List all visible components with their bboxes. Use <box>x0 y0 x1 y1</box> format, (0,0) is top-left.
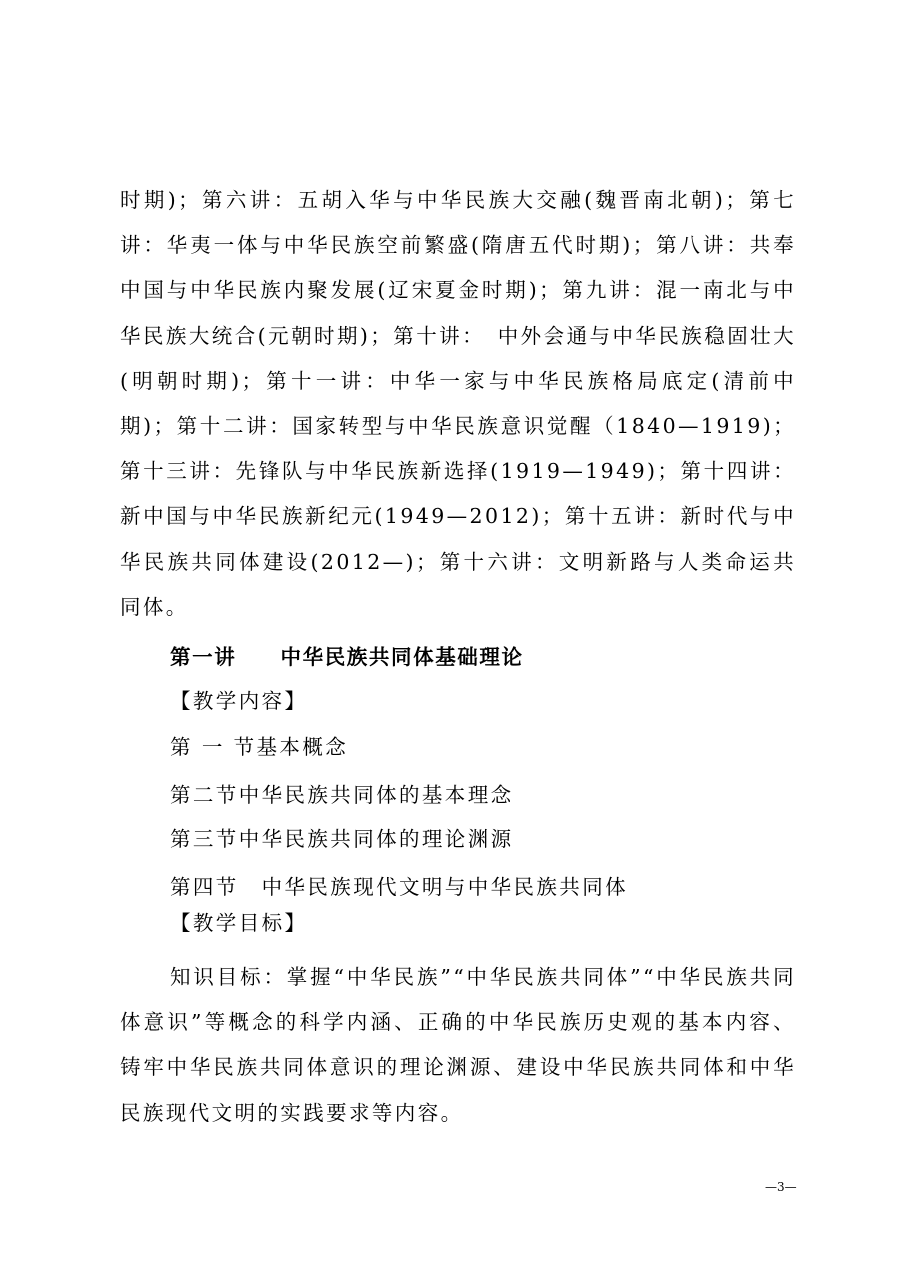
lecture-heading: 第一讲 中华民族共同体基础理论 <box>170 645 524 669</box>
section-item: 第二节中华民族共同体的基本理念 <box>170 783 514 807</box>
section-item: 第四节 中华民族现代文明与中华民族共同体 <box>170 875 628 899</box>
section-item: 第 一 节基本概念 <box>170 735 349 759</box>
section-item: 第三节中华民族共同体的理论渊源 <box>170 827 514 851</box>
knowledge-goal-paragraph: 知识目标：掌握“中华民族”“中华民族共同体”“中华民族共同体意识”等概念的科学内涵、正确的中华民族历史观的基本内容、铸牢中华民族共同体意识的理论渊源、建设中华民族共同体和中华民族现代文明的实践要求等内容。 <box>120 965 796 1125</box>
teaching-goals-label: 【教学目标】 <box>170 911 308 935</box>
teaching-content-label: 【教学内容】 <box>170 689 308 713</box>
lecture-list-paragraph: 时期)；第六讲：五胡入华与中华民族大交融(魏晋南北朝)；第七讲：华夷一体与中华民族空前繁盛(隋唐五代时期)；第八讲：共奉中国与中华民族内聚发展(辽宋夏金时期)；第九讲：混一南北与中华民族大统合(元朝时期)；第十讲： 中外会通与中华民族稳固壮大(明朝时期)；第十一讲：中华一家与中华民族格局底定(清前中期)；第十二讲：国家转型与中华民族意识觉醒（1840—1919)；第十三讲：先锋队与中华民族新选择(1919—1949)；第十四讲：新中国与中华民族新纪元(1949—2012)；第十五讲：新时代与中华民族共同体建设(2012—)；第十六讲：文明新路与人类命运共同体。 <box>120 188 796 619</box>
page-number: —3— <box>765 1180 797 1194</box>
